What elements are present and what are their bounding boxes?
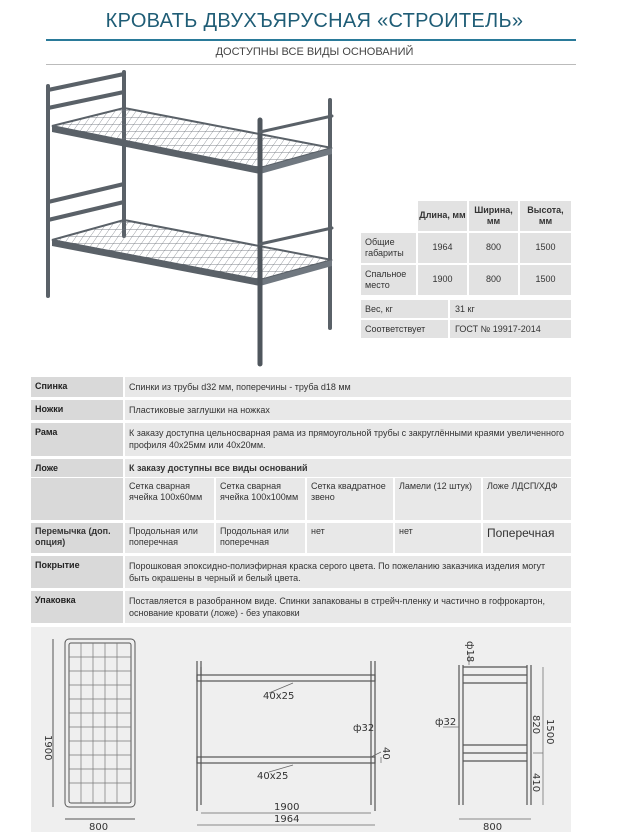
col-width: Ширина, мм — [469, 201, 518, 231]
side-profile-lower-label: 40x25 — [257, 771, 289, 782]
spec-row-frame: Рама К заказу доступна цельносварная рама из прямоугольной трубы с закруглёнными краями увеличенного профиля 40х25мм или 40х20мм. — [31, 423, 571, 455]
side-gap-label: 40 — [380, 747, 391, 760]
spec-row-packing: Упаковка Поставляется в разобранном виде. Спинки запакованы в стрейч-пленку и частично в гофрокартон, основание кровати (ложе) - без упаковки — [31, 591, 571, 623]
row-label: Спальное место — [361, 265, 416, 295]
technical-drawings — [31, 627, 571, 832]
top-length-label: 1900 — [42, 735, 53, 761]
side-tube-label: ф32 — [353, 723, 375, 734]
bunk-bed-photo — [40, 68, 350, 368]
end-tube-label: ф32 — [435, 717, 457, 728]
side-inner-length-label: 1900 — [274, 802, 300, 813]
spec-row-base-header: Ложе К заказу доступны все виды оснований — [31, 459, 571, 477]
standard-row: Соответствует ГОСТ № 19917-2014 — [361, 320, 571, 338]
col-length: Длина, мм — [418, 201, 467, 231]
col-height: Высота, мм — [520, 201, 571, 231]
dimensions-header-row — [361, 201, 571, 231]
row-label: Общие габариты — [361, 233, 416, 263]
top-width-label: 800 — [89, 822, 109, 832]
side-view-drawing — [197, 661, 375, 811]
end-tube-top-label: ф18 — [464, 641, 475, 663]
subtitle-divider — [46, 64, 576, 65]
end-width-label: 800 — [483, 822, 503, 832]
weight-row: Вес, кг 31 кг — [361, 300, 571, 318]
page-title: КРОВАТЬ ДВУХЪЯРУСНАЯ «СТРОИТЕЛЬ» — [105, 10, 524, 32]
spec-row-back: Спинка Спинки из трубы d32 мм, поперечины - труба d18 мм — [31, 377, 571, 397]
spec-row-crossbar: Перемычка (доп. опция) Продольная или поперечная Продольная или поперечная нет нет Поперечная — [31, 523, 571, 553]
table-row: Спальное место 1900 800 1500 — [361, 265, 571, 295]
table-row: Общие габариты 1964 800 1500 — [361, 233, 571, 263]
end-height-mid-label: 820 — [530, 715, 541, 735]
specs-table — [31, 377, 571, 626]
end-view-drawing — [459, 665, 531, 805]
end-height-low-label: 410 — [530, 773, 541, 793]
side-total-length-label: 1964 — [274, 814, 300, 825]
page-subtitle: ДОСТУПНЫ ВСЕ ВИДЫ ОСНОВАНИЙ — [215, 46, 414, 58]
end-height-total-label: 1500 — [544, 719, 555, 745]
title-divider — [46, 39, 576, 41]
spec-row-legs: Ножки Пластиковые заглушки на ножках — [31, 400, 571, 420]
spec-row-base-options: Сетка сварная ячейка 100х60мм Сетка сварная ячейка 100х100мм Сетка квадратное звено Ламели (12 штук) Ложе ЛДСП/ХДФ — [31, 478, 571, 520]
top-view-drawing — [53, 639, 135, 819]
spec-row-coating: Покрытие Порошковая эпоксидно-полиэфирная краска серого цвета. По пожеланию заказчика изделия могут быть окрашены в черный и белый цвета. — [31, 556, 571, 588]
side-profile-upper-label: 40x25 — [263, 691, 295, 702]
dimensions-table — [361, 201, 571, 297]
